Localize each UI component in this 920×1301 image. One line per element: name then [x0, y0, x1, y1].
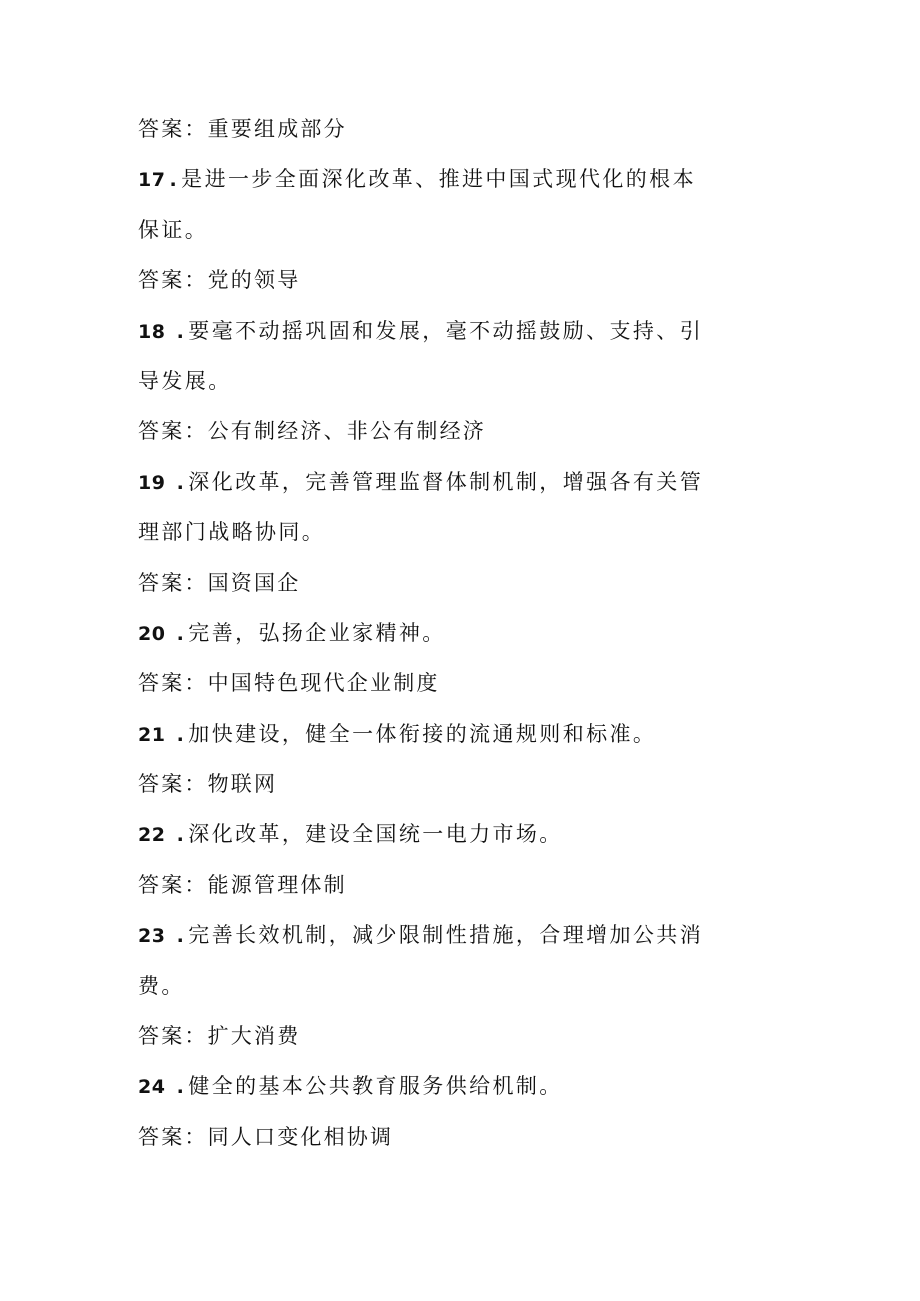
question-line	[138, 306, 708, 356]
question-text: 完善长效机制，减少限制性措施，合理增加公共消	[188, 923, 704, 948]
answer-line	[138, 558, 708, 608]
question-separator: .	[169, 622, 185, 645]
answer-text: 中国特色现代企业制度	[207, 671, 440, 696]
answer-text: 重要组成部分	[207, 117, 347, 141]
answer-label: 答案：	[138, 570, 208, 595]
question-separator: .	[169, 471, 185, 494]
answer-text: 公有制经济、非公有制经济	[207, 419, 487, 444]
question-line	[138, 154, 708, 204]
question-continuation	[138, 507, 708, 557]
question-number: 23	[138, 925, 166, 948]
answer-line	[138, 255, 708, 305]
answer-text: 党的领导	[207, 268, 301, 293]
answer-text: 物联网	[207, 772, 278, 797]
answer-text: 扩大消费	[207, 1024, 301, 1049]
question-text: 导发展。	[138, 368, 232, 393]
answer-text: 能源管理体制	[207, 872, 347, 897]
answer-text: 国资国企	[207, 570, 301, 595]
question-text: 是进一步全面深化改革、推进中国式现代化的根本	[181, 167, 696, 192]
answer-line	[138, 104, 708, 154]
answer-label: 答案：	[138, 872, 208, 897]
question-number: 22	[138, 824, 166, 847]
question-separator: .	[169, 1076, 185, 1099]
question-continuation	[138, 961, 708, 1011]
answer-label: 答案：	[138, 1124, 208, 1149]
question-number: 24	[138, 1076, 166, 1099]
answer-line	[138, 1011, 708, 1061]
question-line	[138, 1061, 708, 1111]
question-line	[138, 809, 708, 859]
question-text: 理部门战略协同。	[138, 520, 326, 545]
question-text: 深化改革，完善管理监督体制机制，增强各有关管	[188, 469, 704, 494]
quiz-content	[138, 104, 708, 1162]
answer-label: 答案：	[138, 419, 208, 444]
answer-label: 答案：	[138, 1024, 208, 1049]
question-text: 要毫不动摇巩固和发展，毫不动摇鼓励、支持、引	[188, 318, 704, 343]
question-number: 19	[138, 471, 166, 494]
question-line	[138, 608, 708, 658]
answer-line	[138, 759, 708, 809]
question-separator: .	[169, 169, 178, 192]
question-number: 21	[138, 723, 166, 746]
question-text: 保证。	[138, 217, 209, 242]
question-text: 费。	[138, 973, 185, 998]
question-text: 深化改革，建设全国统一电力市场。	[188, 822, 563, 847]
question-number: 18	[138, 320, 166, 343]
question-separator: .	[169, 320, 185, 343]
answer-text: 同人口变化相协调	[207, 1124, 394, 1149]
answer-label: 答案：	[138, 268, 208, 293]
question-number: 17	[138, 169, 166, 192]
question-line	[138, 910, 708, 960]
answer-label: 答案：	[138, 772, 208, 797]
question-line	[138, 457, 708, 507]
answer-line	[138, 860, 708, 910]
answer-line	[138, 406, 708, 456]
question-separator: .	[169, 824, 185, 847]
answer-line	[138, 658, 708, 708]
question-line	[138, 709, 708, 759]
question-separator: .	[169, 723, 185, 746]
question-number: 20	[138, 622, 166, 645]
question-text: 加快建设，健全一体衔接的流通规则和标准。	[188, 721, 657, 746]
answer-label: 答案：	[138, 671, 208, 696]
answer-label: 答案：	[138, 117, 208, 141]
question-separator: .	[169, 925, 185, 948]
question-text: 完善，弘扬企业家精神。	[188, 620, 446, 645]
question-text: 健全的基本公共教育服务供给机制。	[188, 1074, 563, 1099]
question-continuation	[138, 356, 708, 406]
question-continuation	[138, 205, 708, 255]
answer-line	[138, 1112, 708, 1162]
